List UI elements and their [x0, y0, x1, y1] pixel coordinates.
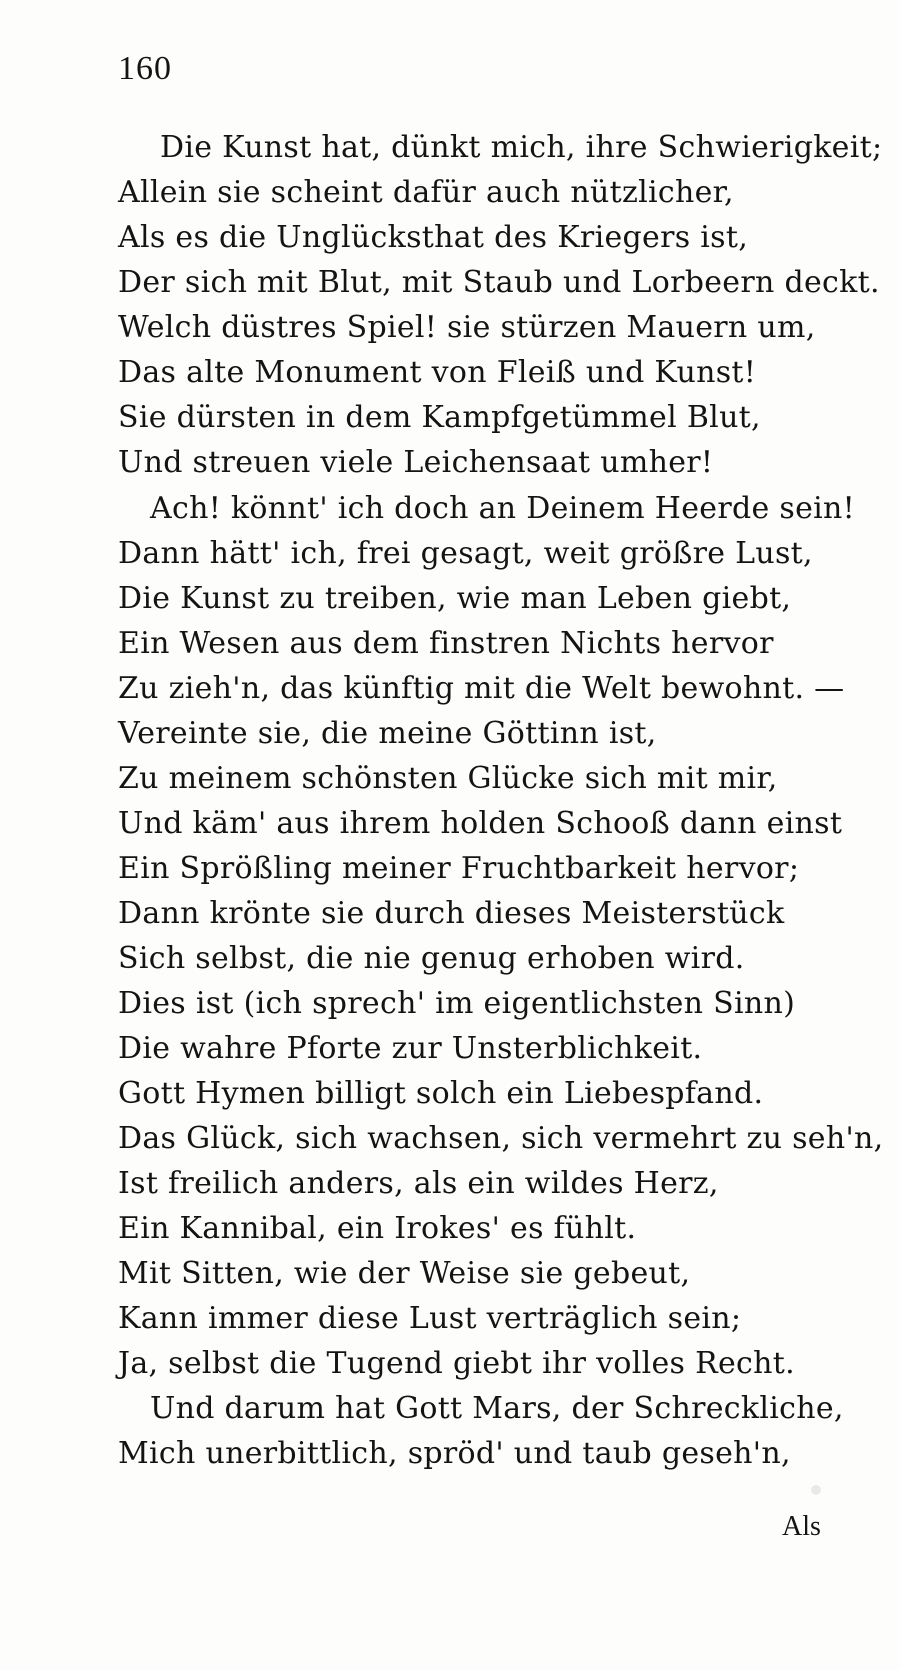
ink-spot [811, 1485, 821, 1495]
poem-line: Mich unerbittlich, spröd' und taub geseh'n, [118, 1436, 791, 1471]
poem-line: Zu zieh'n, das künftig mit die Welt bewohnt. — [118, 671, 845, 706]
poem-line: Allein sie scheint dafür auch nützlicher, [118, 175, 734, 210]
poem-line: Dann krönte sie durch dieses Meisterstück [118, 896, 785, 931]
ink-spot [418, 188, 426, 196]
poem-line: Und käm' aus ihrem holden Schooß dann einst [118, 806, 843, 841]
poem-line: Die wahre Pforte zur Unsterblichkeit. [118, 1031, 703, 1066]
poem-line: Sie dürsten in dem Kampfgetümmel Blut, [118, 400, 761, 435]
poem-line: Ach! könnt' ich doch an Deinem Heerde sein! [150, 491, 856, 526]
catchword: Als [782, 1511, 821, 1542]
poem-line: Und darum hat Gott Mars, der Schreckliche, [150, 1391, 844, 1426]
poem-line: Zu meinem schönsten Glücke sich mit mir, [118, 761, 778, 796]
poem-line: Vereinte sie, die meine Göttinn ist, [118, 716, 657, 751]
poem-line: Der sich mit Blut, mit Staub und Lorbeern deckt. [118, 265, 880, 300]
poem-line: Mit Sitten, wie der Weise sie gebeut, [118, 1256, 691, 1291]
page-number: 160 [118, 50, 172, 87]
poem-line: Ist freilich anders, als ein wildes Herz, [118, 1166, 719, 1201]
poem-line: Als es die Unglücksthat des Kriegers ist, [118, 220, 749, 255]
poem-line: Ein Sprößling meiner Fruchtbarkeit hervor; [118, 851, 800, 886]
poem-line: Dies ist (ich sprech' im eigentlichsten Sinn) [118, 986, 796, 1021]
poem-line: Welch düstres Spiel! sie stürzen Mauern um, [118, 310, 816, 345]
poem-line: Ein Kannibal, ein Irokes' es fühlt. [118, 1211, 637, 1246]
poem-line: Kann immer diese Lust verträglich sein; [118, 1301, 742, 1336]
poem-line: Ein Wesen aus dem finstren Nichts hervor [118, 626, 774, 661]
poem-line: Sich selbst, die nie genug erhoben wird. [118, 941, 745, 976]
poem-line: Und streuen viele Leichensaat umher! [118, 445, 714, 480]
poem-line: Dann hätt' ich, frei gesagt, weit größre Lust, [118, 536, 813, 571]
poem-line: Gott Hymen billigt solch ein Liebespfand. [118, 1076, 764, 1111]
poem-line: Die Kunst hat, dünkt mich, ihre Schwierigkeit; [160, 130, 883, 165]
poem-line: Das alte Monument von Fleiß und Kunst! [118, 355, 757, 390]
poem-line: Die Kunst zu treiben, wie man Leben giebt, [118, 581, 792, 616]
poem-line: Ja, selbst die Tugend giebt ihr volles Recht. [118, 1346, 795, 1381]
poem-line: Das Glück, sich wachsen, sich vermehrt zu seh'n, [118, 1121, 884, 1156]
